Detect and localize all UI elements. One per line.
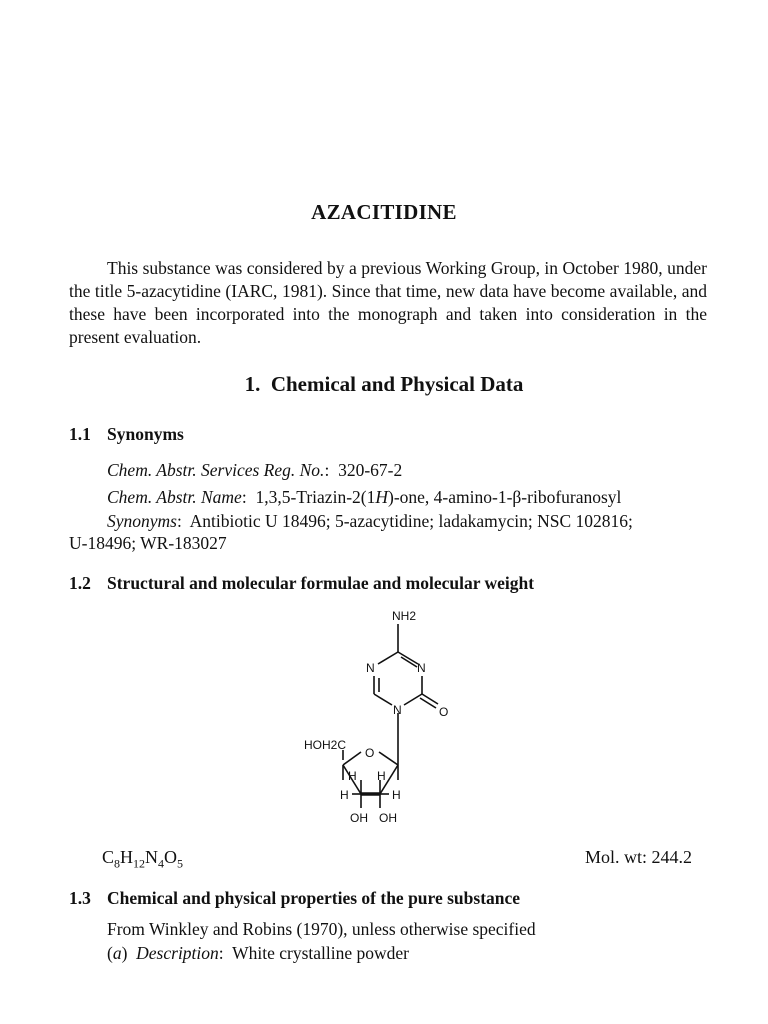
formula-o: O: [164, 847, 178, 867]
synonyms-label: Synonyms: [107, 511, 177, 531]
description-label: Description: [136, 943, 219, 963]
section-title: Chemical and Physical Data: [270, 372, 524, 396]
n-right-label: N: [417, 661, 426, 675]
molecular-formula: [102, 847, 183, 872]
subsection-heading-1-2: [69, 573, 534, 594]
subsection-heading-1-3: [69, 888, 520, 909]
subsection-title: Synonyms: [107, 424, 184, 444]
synonyms-value: Antibiotic U 18496; 5-azacytidine; ladakamycin; NSC 102816;: [189, 511, 633, 531]
formula-n: N: [145, 847, 159, 867]
subsection-number: 1.2: [69, 573, 91, 593]
oh-label: OH: [379, 811, 397, 825]
synonyms-line-2: U-18496; WR-183027: [69, 533, 227, 553]
name-value-h: H: [375, 487, 388, 507]
item-letter: (a): [107, 943, 128, 963]
section-heading: [0, 372, 768, 397]
intro-text: This substance was considered by a previous Working Group, in October 1980, under the title 5-azacytidine (IARC, 1981). Since that time, new data have become available, and these have been incorporated into the monograph and taken into consideration in the present evaluation.: [69, 258, 707, 347]
h-label: H: [392, 788, 401, 802]
description-line: (a) Description: White crystalline powder: [107, 943, 409, 963]
formula-o-count: 5: [177, 856, 184, 871]
formula-n-count: 4: [158, 856, 165, 871]
h-label: H: [377, 769, 386, 783]
n-ring-label: N: [393, 703, 402, 717]
hoh2c-label: HOH2C: [304, 738, 347, 752]
page-title: AZACITIDINE: [311, 200, 457, 224]
synonyms-line: Synonyms: Antibiotic U 18496; 5-azacytidine; ladakamycin; NSC 102816;: [107, 511, 633, 531]
nh2-label: NH2: [392, 609, 417, 623]
structural-formula: [300, 600, 470, 830]
source-line: From Winkley and Robins (1970), unless otherwise specified: [107, 919, 536, 939]
cas-name-line: Chem. Abstr. Name: 1,3,5-Triazin-2(1H)-one, 4-amino-1-β-ribofuranosyl: [107, 487, 622, 507]
h-label: H: [340, 788, 349, 802]
description-value: White crystalline powder: [232, 943, 409, 963]
subsection-number: 1.3: [69, 888, 91, 908]
formula-h: H: [120, 847, 134, 867]
intro-paragraph: [69, 257, 707, 349]
subsection-heading-1-1: [69, 424, 184, 445]
cas-reg-line: Chem. Abstr. Services Reg. No.: 320-67-2: [107, 460, 403, 480]
cas-label: Chem. Abstr. Services Reg. No.: [107, 460, 325, 480]
name-value-pre: 1,3,5-Triazin-2(1: [255, 487, 376, 507]
subsection-title: Chemical and physical properties of the pure substance: [107, 888, 521, 908]
molecular-weight: Mol. wt: 244.2: [584, 847, 692, 867]
o-carbonyl-label: O: [439, 705, 449, 719]
oh-label: OH: [350, 811, 368, 825]
o-ring-label: O: [365, 746, 375, 760]
h-label: H: [348, 769, 357, 783]
name-label: Chem. Abstr. Name: [107, 487, 242, 507]
subsection-title: Structural and molecular formulae and molecular weight: [107, 573, 535, 593]
cas-value: 320-67-2: [338, 460, 403, 480]
name-value-post: )-one, 4-amino-1-β-ribofuranosyl: [388, 487, 622, 507]
subsection-number: 1.1: [69, 424, 91, 444]
n-left-label: N: [366, 661, 375, 675]
section-number: 1.: [244, 372, 261, 396]
formula-c: C: [102, 847, 115, 867]
formula-h-count: 12: [133, 856, 146, 871]
formula-c-count: 8: [114, 856, 121, 871]
